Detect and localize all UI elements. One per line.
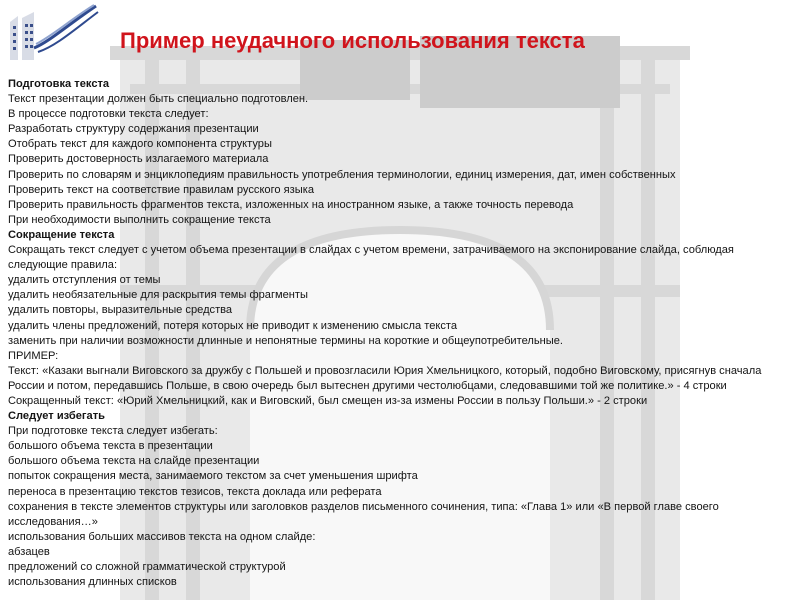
- section-heading: Подготовка текста: [8, 78, 110, 90]
- text-line: ПРИМЕР:: [8, 349, 59, 362]
- text-line: При необходимости выполнить сокращение текста: [8, 213, 271, 226]
- text-line: использования больших массивов текста на одном слайде:: [8, 530, 316, 543]
- slide-title: Пример неудачного использования текста: [120, 28, 585, 53]
- text-line: предложений со сложной грамматической структурой: [8, 561, 286, 573]
- text-line: Текст: «Казаки выгнали Виговского за дружбу с Польшей и провозгласили Юрия Хмельницкого, который, подобно Виговскому, присягнув сначала России и потом, передавшись Польше, в свою очередь был вытеснен другими честолюбцами, следовавшими той же политике.» - 4 строки: [8, 364, 762, 392]
- text-line: Сокращать текст следует с учетом объема презентации в слайдах с учетом времени, затрачиваемого на экспонирование слайда, соблюдая следующие правила:: [8, 244, 734, 272]
- section-heading: Сокращение текста: [8, 228, 115, 241]
- text-line: При подготовке текста следует избегать:: [8, 425, 218, 438]
- text-line: Проверить достоверность излагаемого материала: [8, 153, 269, 166]
- text-line: В процессе подготовки текста следует:: [8, 108, 209, 121]
- text-line: большого объема текста на слайде презентации: [8, 455, 260, 468]
- text-line: сохранения в тексте элементов структуры или заголовков разделов письменного сочинения, типа: «Глава 1» или «В первой главе своего исследования…»: [8, 500, 719, 528]
- text-line: Текст презентации должен быть специально подготовлен.: [8, 93, 309, 106]
- text-line: удалить члены предложений, потеря которых не приводит к изменению смысла текста: [8, 319, 458, 332]
- text-line: удалить отступления от темы: [8, 274, 161, 287]
- text-line: большого объема текста в презентации: [8, 440, 213, 453]
- text-line: Разработать структуру содержания презентации: [8, 123, 259, 136]
- text-line: абзацев: [8, 545, 50, 558]
- logo-icon: [4, 2, 100, 62]
- text-line: использования длинных списков: [8, 576, 177, 589]
- text-line: Проверить по словарям и энциклопедиям правильность употребления терминологии, единиц измерения, дат, имен собственных: [8, 168, 676, 181]
- text-line: переноса в презентацию текстов тезисов, текста доклада или реферата: [8, 485, 382, 498]
- text-line: Проверить текст на соответствие правилам русского языка: [8, 183, 314, 196]
- text-line: удалить повторы, выразительные средства: [8, 304, 233, 317]
- text-line: удалить необязательные для раскрытия темы фрагменты: [8, 289, 308, 302]
- text-line: Отобрать текст для каждого компонента структуры: [8, 138, 272, 151]
- text-line: заменить при наличии возможности длинные и непонятные термины на короткие и общеупотребительные.: [8, 334, 563, 347]
- slide-body-text: [8, 77, 792, 590]
- section-heading: Следует избегать: [8, 410, 105, 423]
- text-line: Проверить правильность фрагментов текста, изложенных на иностранном языке, а также точность перевода: [8, 198, 574, 211]
- text-line: попыток сокращения места, занимаемого текстом за счет уменьшения шрифта: [8, 470, 418, 483]
- text-line: Сокращенный текст: «Юрий Хмельницкий, как и Виговский, был смещен из-за измены России в пользу Польши.» - 2 строки: [8, 394, 648, 407]
